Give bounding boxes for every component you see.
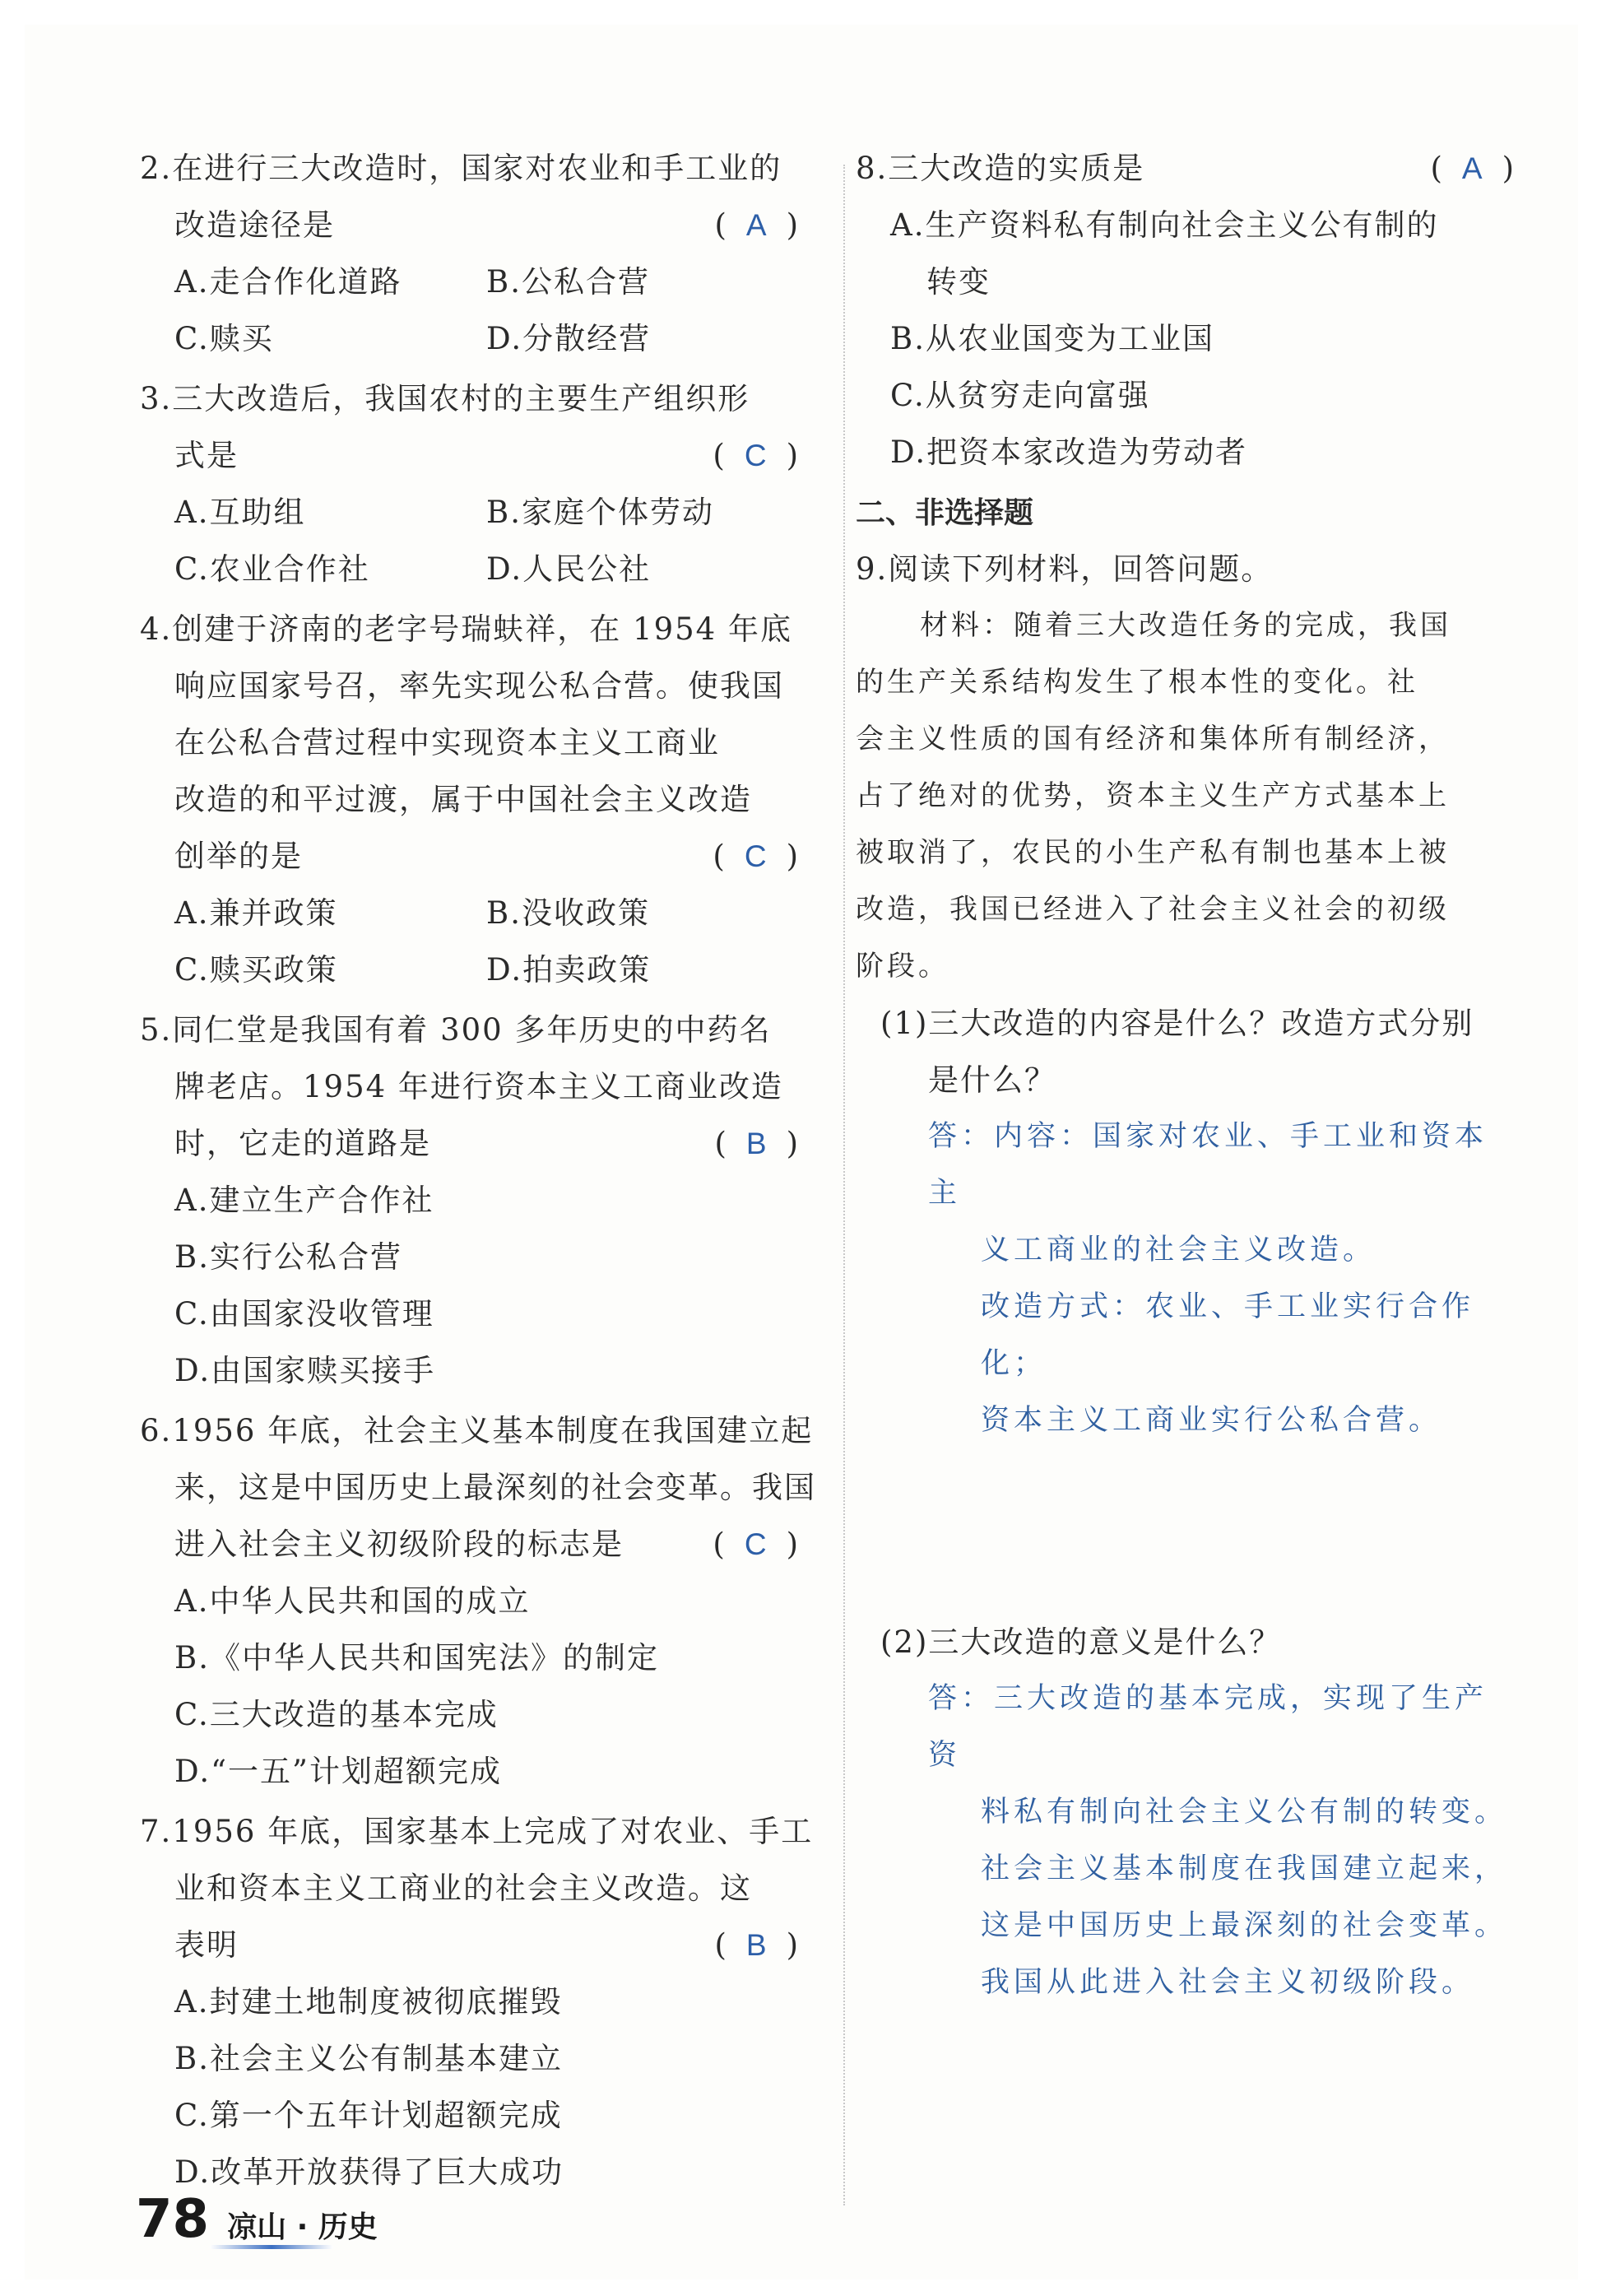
answer-bracket: ( B ): [714, 1126, 798, 1161]
material-line: 的生产关系结构发生了根本性的变化。社: [856, 666, 1418, 699]
question-stem: 表明: [174, 1927, 239, 1963]
question-stem: 业和资本主义工商业的社会主义改造。这: [174, 1871, 752, 1906]
option: C.赎买政策: [174, 952, 338, 988]
material-line: 被取消了，农民的小生产私有制也基本上被: [856, 836, 1450, 869]
material-line: 占了绝对的优势，资本主义生产方式基本上: [856, 779, 1450, 812]
sub-question-line: (1)三大改造的内容是什么？改造方式分别: [880, 1006, 1474, 1041]
answer-line: 我国从此进入社会主义初级阶段。: [981, 1966, 1475, 1999]
question-stem: 7.1956 年底，国家基本上完成了对农业、手工: [140, 1814, 814, 1849]
question-stem: 改造途径是: [174, 207, 335, 243]
option: D.拍卖政策: [486, 952, 652, 988]
option: B.从农业国变为工业国: [890, 321, 1214, 356]
option: C.从贫穷走向富强: [890, 378, 1150, 413]
handwritten-answer-1: [856, 1108, 1514, 1449]
material-line: 改造，我国已经进入了社会主义社会的初级: [856, 893, 1450, 926]
option: B.社会主义公有制基本建立: [174, 2041, 563, 2076]
question-stem: 在公私合营过程中实现资本主义工商业: [174, 725, 720, 760]
option: B.实行公私合营: [174, 1239, 402, 1275]
answer-line: 改造方式：农业、手工业实行合作化；: [981, 1290, 1475, 1380]
question-6: [140, 1402, 816, 1800]
answer-bracket: ( B ): [714, 1927, 798, 1963]
question-stem: 创举的是: [174, 839, 303, 874]
question-stem: 时，它走的道路是: [174, 1126, 431, 1161]
question-stem: 进入社会主义初级阶段的标志是: [174, 1527, 624, 1562]
option: C.由国家没收管理: [174, 1296, 434, 1332]
option: B.公私合营: [486, 264, 650, 300]
option: B.没收政策: [486, 895, 650, 931]
answer-line: 资本主义工商业实行公私合营。: [981, 1404, 1442, 1437]
option: B.家庭个体劳动: [486, 495, 714, 530]
option: A.生产资料私有制向社会主义公有制的: [890, 207, 1439, 243]
answer-mark: C: [744, 1527, 767, 1561]
material-line: 阶段。: [856, 950, 949, 983]
question-8: [856, 140, 1514, 481]
option: D.人民公社: [486, 551, 652, 587]
material-line: 材料：随着三大改造任务的完成，我国: [920, 609, 1451, 642]
footer-label: 凉山 · 历史: [227, 2210, 378, 2244]
question-stem: 式是: [174, 438, 239, 473]
answer-bracket: ( C ): [713, 1527, 798, 1562]
answer-line: 答：内容：国家对农业、手工业和资本主: [928, 1120, 1488, 1210]
question-stem: 9.阅读下列材料，回答问题。: [856, 551, 1274, 587]
answer-mark: B: [745, 1928, 767, 1962]
option: A.封建土地制度被彻底摧毁: [174, 1984, 563, 2019]
material-line: 会主义性质的国有经济和集体所有制经济，: [856, 723, 1450, 755]
answer-line: 料私有制向社会主义公有制的转变。: [981, 1796, 1508, 1829]
answer-mark: A: [745, 208, 767, 242]
question-3: [140, 370, 798, 597]
right-column: [856, 140, 1514, 2015]
answer-line: 义工商业的社会主义改造。: [981, 1234, 1376, 1267]
answer-line: 答：三大改造的基本完成，实现了生产资: [928, 1682, 1488, 1772]
option: C.第一个五年计划超额完成: [174, 2098, 563, 2133]
option-continuation: 转变: [926, 264, 991, 300]
option: D.改革开放获得了巨大成功: [174, 2154, 564, 2190]
option: A.走合作化道路: [174, 264, 402, 300]
left-column: [140, 140, 816, 2204]
answer-mark: C: [744, 439, 767, 472]
answer-mark: A: [1461, 151, 1483, 185]
question-stem: 来，这是中国历史上最深刻的社会变革。我国: [174, 1470, 816, 1505]
option: B.《中华人民共和国宪法》的制定: [174, 1640, 659, 1676]
footer-decoration: [210, 2245, 333, 2249]
question-4: [140, 601, 798, 998]
option: A.兼并政策: [174, 895, 338, 931]
option: A.互助组: [174, 495, 306, 530]
question-stem: 8.三大改造的实质是: [856, 151, 1145, 186]
question-stem: 2.在进行三大改造时，国家对农业和手工业的: [140, 151, 782, 186]
question-stem: 牌老店。1954 年进行资本主义工商业改造: [174, 1069, 783, 1104]
option: D.分散经营: [486, 321, 652, 356]
answer-bracket: ( A ): [1430, 151, 1514, 186]
question-stem: 响应国家号召，率先实现公私合营。使我国: [174, 668, 784, 704]
page-number: 78: [136, 2189, 210, 2250]
option: D.由国家赎买接手: [174, 1353, 436, 1388]
option: A.建立生产合作社: [174, 1183, 434, 1218]
option: D.“一五”计划超额完成: [174, 1754, 502, 1789]
question-stem: 3.三大改造后，我国农村的主要生产组织形: [140, 381, 750, 416]
question-stem: 改造的和平过渡，属于中国社会主义改造: [174, 782, 752, 817]
question-stem: 4.创建于济南的老字号瑞蚨祥，在 1954 年底: [140, 611, 792, 647]
answer-line: 这是中国历史上最深刻的社会变革。: [981, 1909, 1508, 1942]
page-footer: [136, 2189, 378, 2250]
option: C.赎买: [174, 321, 274, 356]
option: C.农业合作社: [174, 551, 370, 587]
option: D.把资本家改造为劳动者: [890, 435, 1248, 470]
column-divider: [843, 165, 845, 2205]
question-stem: 6.1956 年底，社会主义基本制度在我国建立起: [140, 1413, 814, 1448]
option: C.三大改造的基本完成: [174, 1697, 499, 1732]
question-9: [856, 541, 1514, 2011]
answer-mark: C: [744, 839, 767, 873]
answer-bracket: ( C ): [713, 438, 798, 473]
question-stem: 5.同仁堂是我国有着 300 多年历史的中药名: [140, 1012, 772, 1048]
answer-space: [856, 1449, 1514, 1614]
question-2: [140, 140, 798, 367]
sub-question-1: [856, 995, 1514, 1108]
option: A.中华人民共和国的成立: [174, 1583, 531, 1619]
answer-bracket: ( C ): [713, 839, 798, 874]
handwritten-answer-2: [856, 1671, 1514, 2011]
sub-question-line: 是什么？: [928, 1062, 1056, 1098]
section-title: 二、非选择题: [856, 495, 1034, 529]
answer-mark: B: [745, 1127, 767, 1160]
question-5: [140, 1002, 798, 1399]
question-7: [140, 1803, 814, 2201]
material-passage: [856, 597, 1514, 995]
sub-question-2: (2)三大改造的意义是什么？: [880, 1624, 1282, 1660]
answer-bracket: ( A ): [714, 207, 798, 243]
answer-line: 社会主义基本制度在我国建立起来，: [981, 1852, 1508, 1885]
